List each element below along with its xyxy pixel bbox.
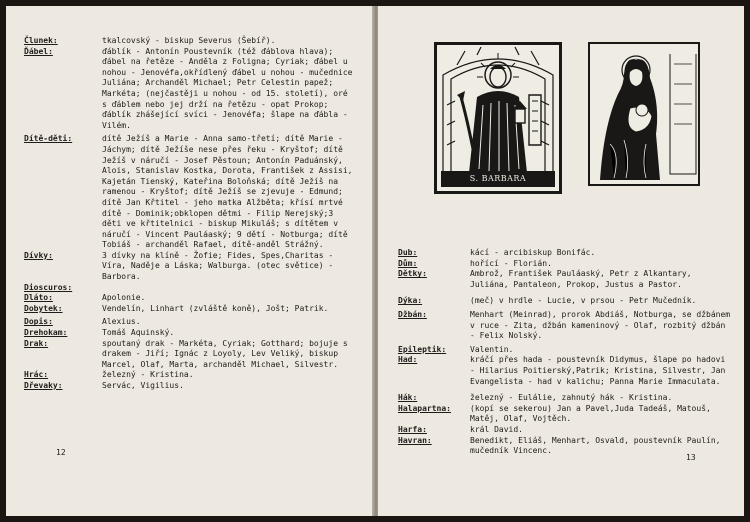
entry-text: železný - Kristina. <box>102 370 194 380</box>
list-item <box>398 310 734 342</box>
entry-term: Hák: <box>398 393 418 403</box>
entry-term: Člunek: <box>24 36 58 45</box>
list-item <box>398 404 734 425</box>
entry-term: Dláto: <box>24 293 53 303</box>
page-number: 13 <box>686 453 696 462</box>
entry-term: Havran: <box>398 435 432 445</box>
list-item <box>398 425 734 436</box>
entry-text: (kopí se sekerou) Jan a Pavel,Juda Tadeáš, Matouš, Matěj, Olaf, Vojtěch. <box>470 403 711 424</box>
list-item <box>24 293 354 304</box>
madonna-and-child-woodcut-icon <box>588 42 700 186</box>
right-page <box>378 6 744 516</box>
entry-text: tkalcovský - biskup Severus (Šebíř). <box>102 36 276 45</box>
list-item <box>398 248 734 259</box>
entry-term: Dřevaky: <box>24 381 63 390</box>
list-item <box>398 436 734 457</box>
woodcut-caption: S. BARBARA <box>441 171 555 187</box>
entry-text: (meč) v hrdle - Lucie, v prsou - Petr Mučedník. <box>470 296 697 306</box>
entry-term: Drak: <box>24 338 49 348</box>
entry-term: Halapartna: <box>398 403 451 413</box>
list-item <box>24 370 354 381</box>
list-item <box>24 381 354 392</box>
entry-text: ďáblík - Antonín Poustevník (též ďáblova hlava); ďábel na řetěze - Anděla z Foligna; Cyriak; ďábel u nohou - Jenovéfa,okřídlený ďábel u nohou - mučednice Juliána; Archanděl Michael; Petr Celestin papež; Markéta; (nejčastěji u nohou - od 15. století), oré s ďáblem nebo jej drží na řetězu - opat Prokop; ďáblík zhášející svíci - Jenovéfa; šlape na ďábla - Vilém. <box>102 46 353 130</box>
list-item <box>24 283 354 294</box>
entry-text: 3 dívky na klíně - Žofie; Fides, Spes,Charitas - Víra, Naděje a Láska; Walburga. (otec světice) - Barbora. <box>102 250 334 282</box>
entry-term: Dioscuros: <box>24 282 73 292</box>
entry-term: Dívky: <box>24 250 53 260</box>
left-page <box>6 6 374 516</box>
entry-term: Drehokam: <box>24 328 68 338</box>
entry-term: Džbán: <box>398 309 427 319</box>
list-item <box>398 296 734 307</box>
madonna-artwork <box>590 44 698 184</box>
entry-text: Servác, Vigilius. <box>102 381 184 390</box>
saint-barbara-woodcut-icon <box>434 42 562 194</box>
entry-text: Tomáš Aquinský. <box>102 328 175 338</box>
list-item <box>24 317 354 328</box>
entry-text: železný - Eulálie, zahnutý hák - Kristina. <box>470 393 673 403</box>
entry-term: Dům: <box>398 258 418 268</box>
entry-text: kácí - arcibiskup Bonifác. <box>470 248 596 257</box>
entry-text: Ambrož, František Pauláaský, Petr z Alkantary, Juliána, Pantaleon, Prokop, Justus a Pastor. <box>470 269 692 289</box>
entry-term: Had: <box>398 355 418 365</box>
entry-term: Epileptik: <box>398 344 447 354</box>
entry-term: Dub: <box>398 248 418 257</box>
list-item <box>398 345 734 356</box>
entry-text: Menhart (Meinrad), prorok Abdiáš, Notburga, se džbánem v ruce - Zita, džbán kameninový - Olaf, rozbitý džbán - Felix Nolský. <box>470 309 731 341</box>
entry-term: Ďábel: <box>24 46 53 56</box>
entry-text: kráčí přes hada - poustevník Didymus, šlape po hadovi - Hilarius Poitierský,Patrik; Kristina, Silvestr, Jan Evangelista - had v kalichu; Panna Marie Immaculata. <box>470 355 726 386</box>
entry-term: Dýka: <box>398 296 423 306</box>
list-item <box>398 269 734 290</box>
entry-text: Apolonie. <box>102 293 146 303</box>
page-number: 12 <box>56 448 66 457</box>
entry-text: Benedikt, Eliáš, Menhart, Osvald, poustevník Paulín, mučedník Vincenc. <box>470 435 721 456</box>
entry-text: spoutaný drak - Markéta, Cyriak; Gotthard; bojuje s drakem - Jiří; Ignác z Loyoly, Lev Veliký, biskup Marcel, Olaf, Marta, archanděl Michael, Silvestr. <box>102 338 348 369</box>
entry-text: Vendelín, Linhart (zvláště koně), Jošt; Patrik. <box>102 303 329 313</box>
list-item <box>398 355 734 387</box>
list-item <box>24 339 354 371</box>
list-item <box>398 393 734 404</box>
entry-text <box>102 283 354 294</box>
entry-text: král David. <box>470 424 523 434</box>
list-item <box>24 304 354 315</box>
entry-text: dítě Ježíš a Marie - Anna samo-třetí; dítě Marie - Jáchym; dítě Ježíše nese přes řeku - Kryštof; dítě Ježíš v náručí - Josef Pěstoun; Antonín Paduánský, Alois, Stanislav Kostka, Dorota, František z Assisi, Kajetán Tienský, Kateřina Boloňská; dítě Ježíš na ramenou - Kryštof; dítě Ježíš se zjevuje - Edmund; dítě Jan Křtitel - jeho matka Alžběta; křísí mrtvé dítě - Dominik;obklopen dětmi - Filip Nerejský;3 děti ve křtitelnici - biskup Mikuláš; s dítětem v náručí - Vincent Pauláaský; 9 dětí - Notburga; dítě Tobiáš - archanděl Rafael, dítě-anděl Strážný. <box>102 134 353 250</box>
entry-term: Harfa: <box>398 424 427 434</box>
list-item <box>398 259 734 270</box>
list-item <box>24 47 354 132</box>
list-item <box>24 134 354 251</box>
list-item <box>24 251 354 283</box>
entry-term: Dítě-děti: <box>24 134 73 144</box>
entry-text: Valentin. <box>470 344 514 354</box>
woodcut-artwork <box>437 45 559 191</box>
entry-text: Alexius. <box>102 317 141 327</box>
entry-text: hořící - Florián. <box>470 258 552 268</box>
book-spread <box>6 6 744 516</box>
entry-term: Dobytek: <box>24 303 63 313</box>
entry-term: Dětky: <box>398 269 427 279</box>
entry-term: Dopis: <box>24 317 53 327</box>
left-entries <box>24 36 354 392</box>
entry-term: Hrác: <box>24 370 49 380</box>
list-item <box>24 36 354 47</box>
list-item <box>24 328 354 339</box>
right-entries <box>398 248 734 457</box>
